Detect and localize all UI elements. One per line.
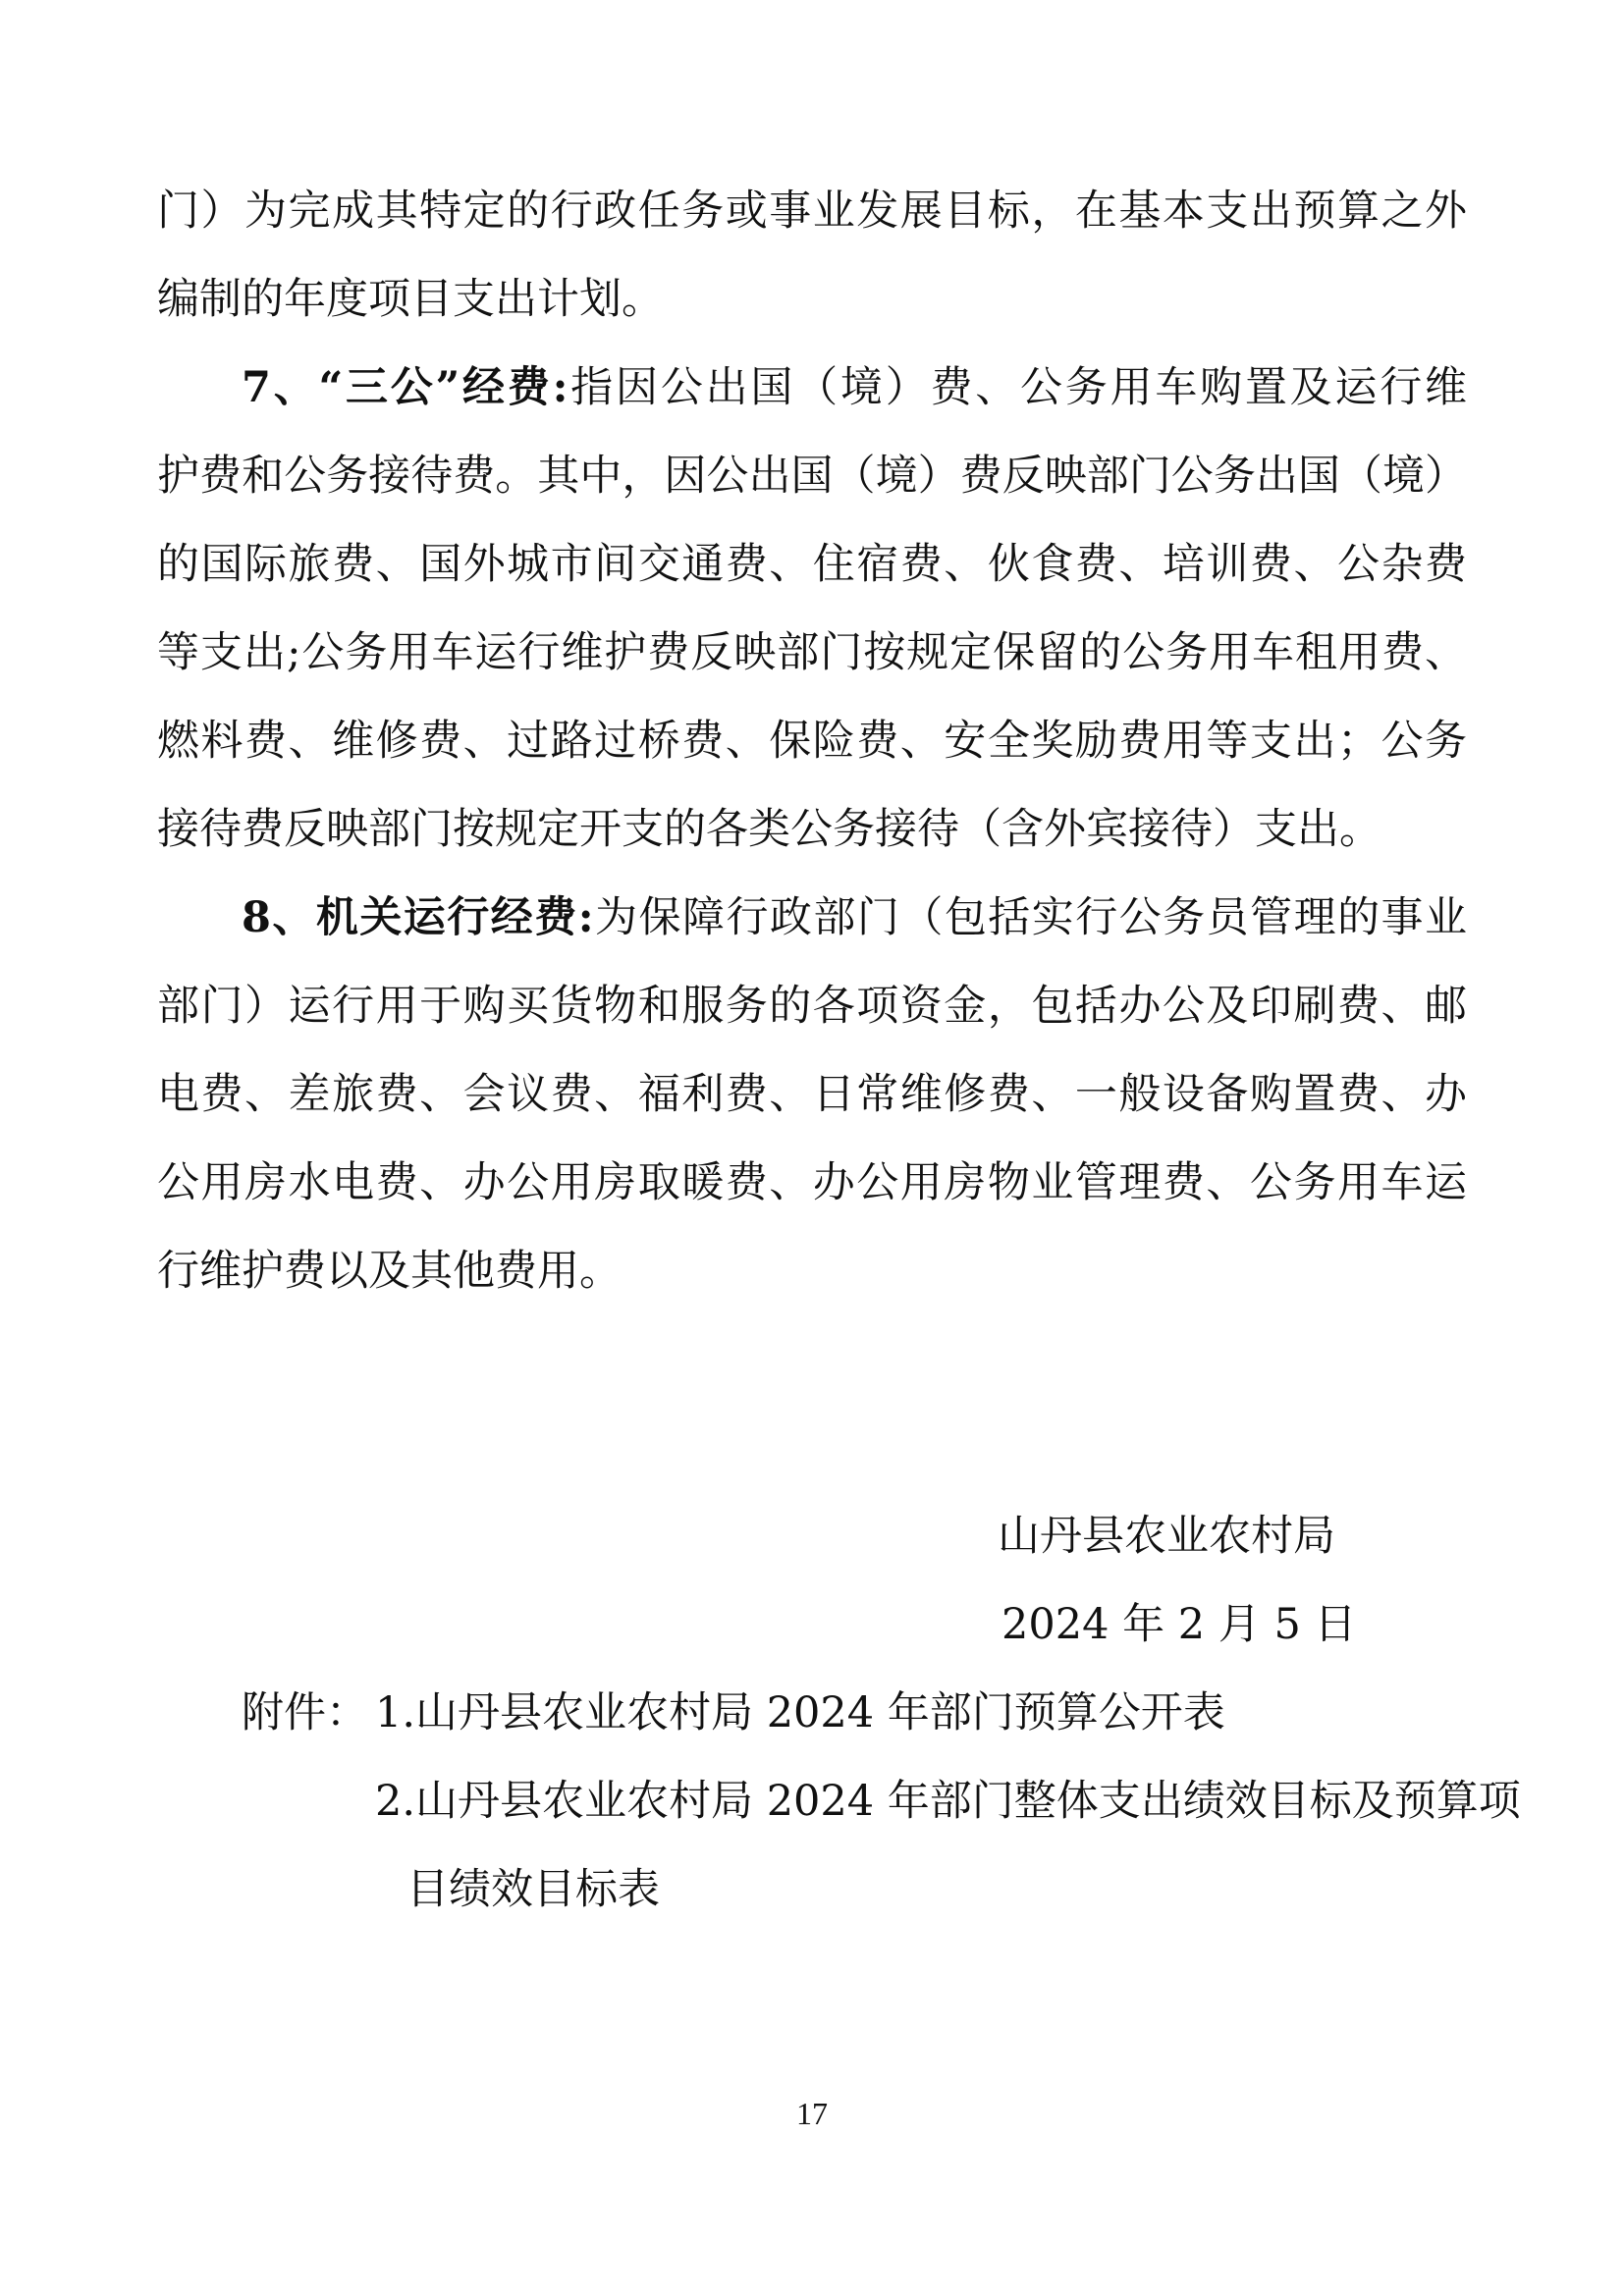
item-7-line: 护费和公务接待费。其中，因公出国（境）费反映部门公务出国（境） [157,452,1467,501]
page-number: 17 [796,2096,828,2131]
item-7-line: 接待费反映部门按规定开支的各类公务接待（含外宾接待）支出。 [157,805,1381,854]
attachment-item-1: 1.山丹县农业农村局 2024 年部门预算公开表 [375,1688,1225,1737]
item-8-first-line [242,888,1467,947]
item-8-term: 8、机关运行经费: [242,893,594,942]
paragraph-continuation-line-2: 编制的年度项目支出计划。 [157,275,664,324]
item-8-line: 部门）运行用于购买货物和服务的各项资金，包括办公及印刷费、邮 [157,982,1467,1031]
attachment-item-2-continuation: 目绩效目标表 [406,1865,660,1914]
item-8-line: 公用房水电费、办公用房取暖费、办公用房物业管理费、公务用车运 [157,1158,1467,1207]
signature-organization: 山丹县农业农村局 [998,1512,1335,1561]
item-7-first-line [242,358,1467,417]
attachment-item-2: 2.山丹县农业农村局 2024 年部门整体支出绩效目标及预算项 [375,1777,1521,1826]
attachments-label: 附件： [242,1688,368,1737]
item-7-first-line-text: 指因公出国（境）费、公务用车购置及运行维 [568,363,1468,412]
item-8-line: 行维护费以及其他费用。 [157,1247,622,1296]
item-8-line: 电费、差旅费、会议费、福利费、日常维修费、一般设备购置费、办 [157,1070,1467,1119]
signature-date: 2024 年 2 月 5 日 [1001,1600,1357,1649]
item-7-line: 的国际旅费、国外城市间交通费、住宿费、伙食费、培训费、公杂费 [157,540,1467,589]
item-7-line: 燃料费、维修费、过路过桥费、保险费、安全奖励费用等支出；公务 [157,717,1467,766]
paragraph-continuation-line-1: 门）为完成其特定的行政任务或事业发展目标，在基本支出预算之外 [157,187,1467,236]
item-7-term: 7、“三公”经费: [242,363,568,412]
item-7-line: 等支出;公务用车运行维护费反映部门按规定保留的公务用车租用费、 [157,628,1467,677]
item-8-first-line-text: 为保障行政部门（包括实行公务员管理的事业 [593,893,1468,942]
